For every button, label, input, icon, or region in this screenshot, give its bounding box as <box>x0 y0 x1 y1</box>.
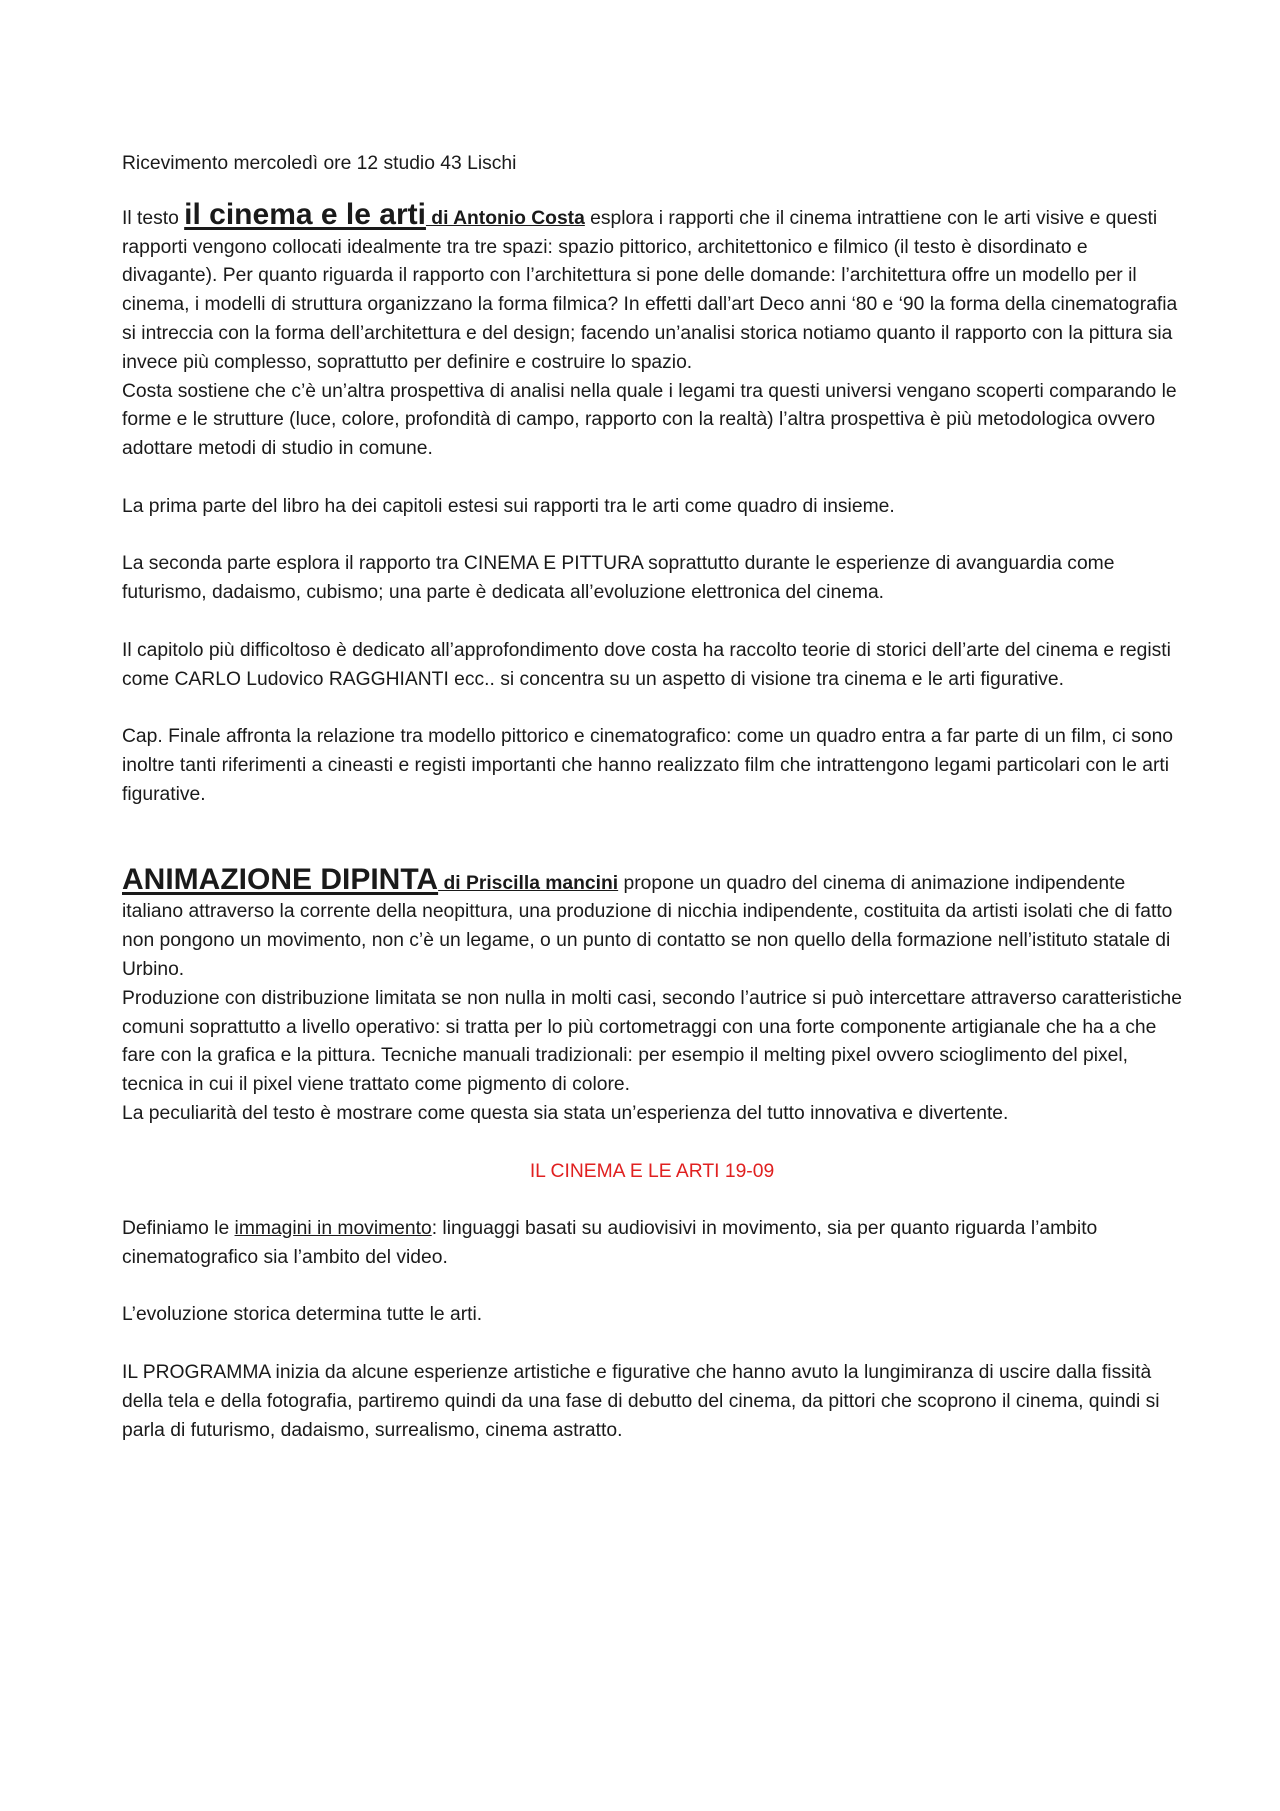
reception-line: Ricevimento mercoledì ore 12 studio 43 Lischi <box>122 153 517 174</box>
spacer <box>122 1186 1182 1215</box>
costa-paragraph-1 <box>122 197 1182 378</box>
spacer <box>122 1273 1182 1302</box>
spacer <box>122 1330 1182 1359</box>
costa-paragraph-3: La prima parte del libro ha dei capitoli estesi sui rapporti tra le arti come quadro di insieme. <box>122 495 895 517</box>
document-page <box>122 150 1182 1445</box>
lesson-paragraph-1 <box>122 1215 1182 1273</box>
spacer <box>122 522 1182 551</box>
spacer <box>122 694 1182 723</box>
mancini-paragraph-3: La peculiarità del testo è mostrare come questa sia stata un’esperienza del tutto innovativa e divertente. <box>122 1102 1009 1124</box>
lesson-heading: IL CINEMA E LE ARTI 19-09 <box>529 1160 775 1182</box>
costa-paragraph-5: Il capitolo più difficoltoso è dedicato all’approfondimento dove costa ha raccolto teorie di storici dell’arte del cinema e registi come CARLO Ludovico RAGGHIANTI ecc.. si concentra su un aspetto di visione tra cinema e le arti figurative. <box>122 639 1171 690</box>
spacer <box>122 1129 1182 1158</box>
costa-paragraph-6: Cap. Finale affronta la relazione tra modello pittorico e cinematografico: come un quadro entra a far parte di un film, ci sono inoltre tanti riferimenti a cineasti e registi importanti che hanno realizzato film che intrattengono legami particolari con le arti figurative. <box>122 726 1174 805</box>
spacer <box>122 810 1182 866</box>
costa-paragraph-2: Costa sostiene che c’è un’altra prospettiva di analisi nella quale i legami tra questi universi vengano scoperti comparando le forme e le strutture (luce, colore, profondità di campo, rapporto con la realtà) l’altra prospettiva è più metodologica ovvero adottare metodi di studio in comune. <box>122 380 1177 460</box>
spacer <box>122 464 1182 493</box>
intro-text: Il testo <box>122 207 185 229</box>
costa-paragraph-4: La seconda parte esplora il rapporto tra CINEMA E PITTURA soprattutto durante le esperienze di avanguardia come futurismo, dadaismo, cubismo; una parte è dedicata all’evoluzione elettronica del cinema. <box>122 553 1115 604</box>
costa-paragraph-1-text: esplora i rapporti che il cinema intrattiene con le arti visive e questi rapporti vengono collocati idealmente tra tre spazi: spazio pittorico, architettonico e filmico (il testo è disordinato e divagante). Per quanto riguarda il rapporto con l’architettura si pone delle domande: l’architettura offre un modello per il cinema, i modelli di struttura organizzano la forma filmica? In effetti dall’art Deco anni ‘80 e ‘90 la forma della cinematografia si intreccia con la forma dell’architettura e del design; facendo un’analisi storica notiamo quanto il rapporto con la pittura sia invece più complesso, soprattutto per definire e costruire lo spazio. <box>122 207 1178 373</box>
book-title-cinema-arti: il cinema e le arti <box>184 197 426 231</box>
term-immagini-in-movimento: immagini in movimento <box>234 1218 432 1240</box>
lesson-paragraph-3: IL PROGRAMMA inizia da alcune esperienze artistiche e figurative che hanno avuto la lungimiranza di uscire dalla fissità della tela e della fotografia, partiremo quindi da una fase di debutto del cinema, da pittori che scoprono il cinema, quindi si parla di futurismo, dadaismo, surrealismo, cinema astratto. <box>122 1362 1160 1441</box>
lesson-paragraph-1-text: : linguaggi basati su audiovisivi in movimento, sia per quanto riguarda l’ambito cinematografico sia l’ambito del video. <box>122 1218 1098 1268</box>
book-title-animazione-dipinta: ANIMAZIONE DIPINTA <box>122 862 439 896</box>
mancini-paragraph-2: Produzione con distribuzione limitata se non nulla in molti casi, secondo l’autrice si può intercettare attraverso caratteristiche comuni soprattutto a livello operativo: si tratta per lo più cortometraggi con una forte componente artigianale che ha a che fare con la grafica e la pittura. Tecniche manuali tradizionali: per esempio il melting pixel ovvero scioglimento del pixel, tecnica in cui il pixel viene trattato come pigmento di colore. <box>122 987 1182 1096</box>
author-costa: di Antonio Costa <box>425 207 585 229</box>
mancini-paragraph-1-text: propone un quadro del cinema di animazione indipendente italiano attraverso la corrente della neopittura, una produzione di nicchia indipendente, costituita da artisti isolati che di fatto non pongono un movimento, non c’è un legame, o un punto di contatto se non quello della formazione nell’istituto statale di Urbino. <box>122 872 1173 980</box>
author-mancini: di Priscilla mancini <box>438 872 619 894</box>
spacer <box>122 608 1182 637</box>
lesson-paragraph-2: L’evoluzione storica determina tutte le arti. <box>122 1304 483 1326</box>
mancini-paragraph-1 <box>122 862 1182 985</box>
lesson-paragraph-1-pre: Definiamo le <box>122 1218 235 1240</box>
